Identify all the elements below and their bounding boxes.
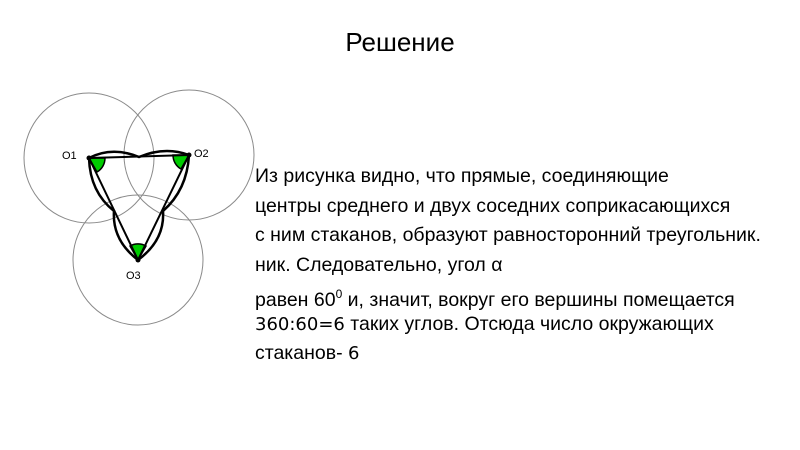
label-o2: O2 [194, 148, 209, 160]
point-o1 [87, 156, 92, 161]
text-line-7-start: стаканов- [255, 342, 348, 364]
text-line-1: Из рисунка видно, что прямые, соединяющие [255, 165, 669, 187]
label-o3: O3 [126, 270, 141, 282]
degree-superscript: 0 [335, 287, 343, 301]
label-o1: O1 [62, 150, 77, 162]
text-line-5-end: и, значит, вокруг его вершины помещается [342, 289, 735, 311]
formula-360-60: 360:60=6 [255, 313, 345, 335]
text-line-7 [255, 339, 800, 369]
text-line-6 [255, 310, 800, 340]
solution-text [255, 162, 800, 369]
slide-title: Решение [345, 27, 455, 57]
text-line-6-end: таких углов. Отсюда число окружающих [344, 312, 714, 335]
text-line-5 [255, 280, 800, 310]
point-o2 [187, 153, 192, 158]
answer-number: 6 [348, 343, 360, 364]
text-line-4: ник. Следовательно, угол α [255, 253, 503, 276]
text-line-3: с ним стаканов, образуют равносторонний треугольник. [255, 224, 761, 246]
text-line-2: центры среднего и двух соседних соприкасающихся [255, 194, 731, 217]
point-o3 [136, 258, 141, 263]
text-line-5-start: равен 60 [255, 289, 336, 311]
